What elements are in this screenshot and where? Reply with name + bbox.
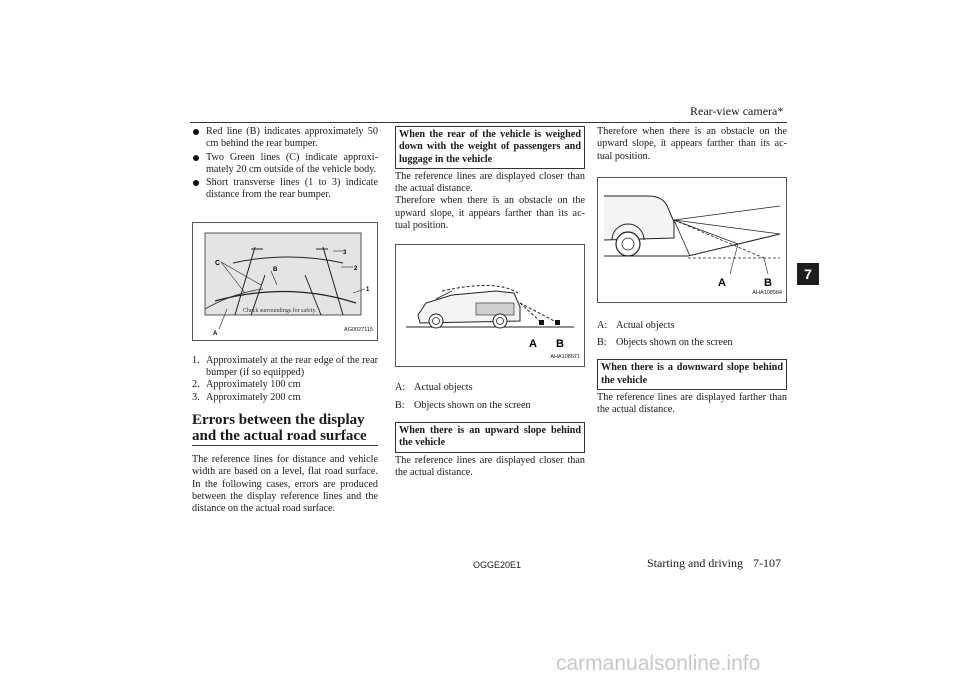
footer-code: OGGE20E1 [473, 560, 522, 570]
label-3: 3 [343, 249, 347, 256]
section-heading: Errors between the display and the actual road surface [192, 412, 378, 446]
label-b: B [764, 276, 772, 289]
vehicle-load-figure [395, 244, 585, 367]
numbered-list [192, 355, 378, 404]
list-item: Two Green lines (C) indicate approxi-mately 20 cm outside of the vehicle body. [192, 152, 378, 177]
section-body: The reference lines for distance and vehicle width are based on a level, flat road surface. In the following cases, errors are produced between the display reference lines and the distance on the actual road surface. [192, 453, 378, 515]
vehicle-load-illustration [396, 245, 584, 366]
chapter-tab[interactable]: 7 [797, 263, 819, 285]
bullet-icon [193, 129, 199, 135]
bullet-icon [193, 155, 199, 161]
legend [395, 382, 585, 412]
column-left [192, 126, 378, 515]
subheading-box: When there is an upward slope behind the vehicle [395, 422, 585, 453]
list-item: 1. Approximately at the rear edge of the rear bumper (if so equipped) [192, 354, 378, 379]
legend [597, 320, 787, 350]
legend-item: B: Objects shown on the screen [597, 337, 733, 349]
paragraph: The reference lines are displayed closer than the actual distance. [395, 454, 585, 478]
label-b: B [556, 338, 564, 351]
column-middle [395, 126, 585, 479]
bullet-list [192, 126, 378, 202]
page-number: 7-107 [753, 556, 781, 570]
column-right [597, 126, 787, 417]
paragraph: The reference lines are displayed closer than the actual distance. [395, 170, 585, 195]
list-item: Red line (B) indicates approximately 50 cm behind the rear bumper. [192, 126, 378, 151]
legend-item: A: Actual objects [395, 382, 473, 394]
figure-code: AG0027115 [344, 327, 373, 334]
page-header-title: Rear-view camera* [690, 104, 784, 118]
list-item: 2. Approximately 100 cm [192, 379, 301, 391]
list-item: 3. Approximately 200 cm [192, 391, 301, 403]
footer-page [647, 556, 791, 571]
camera-screen-illustration [193, 223, 377, 340]
paragraph: Therefore when there is an obstacle on the upward slope, it appears farther than its ac-tual position. [597, 126, 787, 162]
screen-message: Check surroundings for safety. [243, 307, 317, 314]
label-b: B [273, 266, 278, 273]
label-1: 1 [366, 286, 370, 293]
label-a: A [529, 338, 537, 351]
label-2: 2 [354, 265, 358, 272]
upward-slope-illustration [598, 178, 786, 302]
subheading-box: When there is a downward slope behind the vehicle [597, 359, 787, 390]
upward-slope-figure [597, 177, 787, 303]
camera-screen-figure [192, 222, 378, 341]
paragraph: Therefore when there is an obstacle on the upward slope, it appears farther than its ac-tual position. [395, 195, 585, 232]
label-a: A [213, 330, 218, 337]
figure-code: AHA108571 [550, 354, 580, 361]
subheading-box: When the rear of the vehicle is weighed down with the weight of passengers and luggage in the vehicle [395, 126, 585, 169]
bullet-icon [193, 180, 199, 186]
legend-item: A: Actual objects [597, 319, 675, 331]
list-item: Short transverse lines (1 to 3) indicate distance from the rear bumper. [192, 177, 378, 202]
label-c: C [215, 259, 221, 267]
header-rule [190, 122, 787, 123]
figure-code: AHA108584 [752, 289, 782, 296]
legend-item: B: Objects shown on the screen [395, 399, 531, 411]
label-a: A [718, 276, 726, 289]
footer-section: Starting and driving [647, 556, 743, 570]
watermark: carmanualsonline.info [556, 652, 761, 675]
paragraph: The reference lines are displayed farther than the actual distance. [597, 392, 787, 416]
